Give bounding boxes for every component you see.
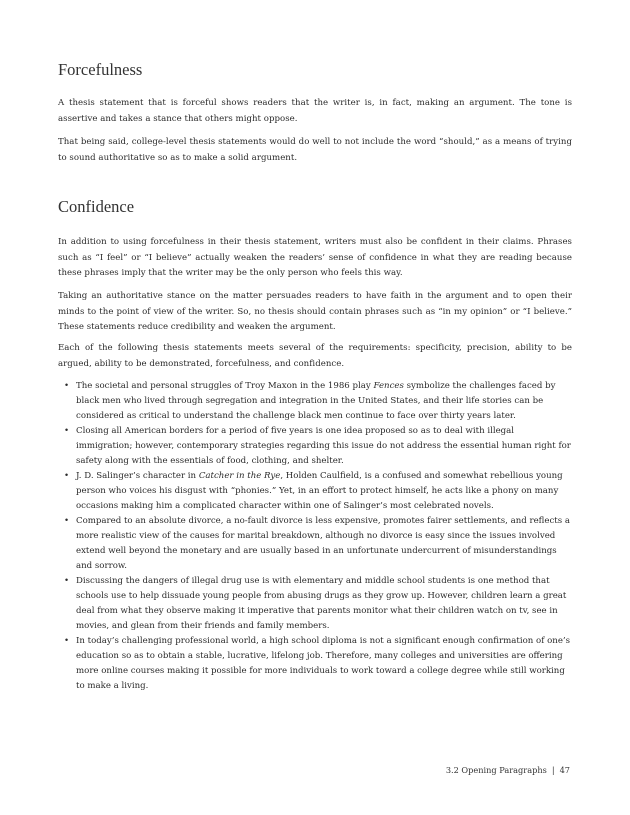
heading-confidence: Confidence xyxy=(58,197,135,216)
list-item-text: In today’s challenging professional world, a high school diploma is not a significant enough confirmation of one’s education so as to obtain a stable, lucrative, lifelong job. Therefore, many colleges and universities are offering more online courses making it possible for more individuals to work toward a college degree while still working to make a living. xyxy=(76,636,571,691)
list-item xyxy=(58,424,572,469)
paragraph-forcefulness-2: That being said, college-level thesis statements would do well to not include the word “should,” as a means of trying to sound authoritative so as to make a solid argument. xyxy=(58,137,572,163)
bullet-icon: • xyxy=(64,516,70,526)
page-footer xyxy=(446,765,570,775)
list-item xyxy=(58,634,572,694)
bullet-icon: • xyxy=(64,576,70,586)
list-item xyxy=(58,514,572,574)
bullet-icon: • xyxy=(64,381,70,391)
footer-section-title: 3.2 Opening Paragraphs xyxy=(445,765,547,775)
heading-forcefulness: Forcefulness xyxy=(58,60,143,79)
list-item xyxy=(58,574,572,634)
paragraph-confidence-3: Each of the following thesis statements meets several of the requirements: specificity, precision, ability to be argued, ability to be demonstrated, forcefulness, and confidence. xyxy=(58,343,572,369)
list-item-text: , Holden Caulfield, is a confused and somewhat rebellious young person who voices his disgust with “phonies.” Yet, in an effort to protect himself, he acts like a phony on many occasions making him a complicated character within one of Salinger’s most celebrated novels. xyxy=(76,471,563,511)
footer-separator: | xyxy=(551,765,555,775)
list-item-text: Compared to an absolute divorce, a no-fault divorce is less expensive, promotes fairer settlements, and reflects a more realistic view of the causes for marital breakdown, although no divorce is easy since the issues involved extend well beyond the monetary and are usually based in an unfortunate undercurrent of misunderstandings and sorrow. xyxy=(76,516,571,571)
bullet-icon: • xyxy=(64,636,70,646)
list-item-text: The societal and personal struggles of Troy Maxon in the 1986 play xyxy=(76,381,374,391)
bullet-icon: • xyxy=(64,471,70,481)
list-item-text: Closing all American borders for a period of five years is one idea proposed so as to deal with illegal immigration; however, contemporary strategies regarding this issue do not address the essential human right for safety along with the essentials of food, clothing, and shelter. xyxy=(76,426,571,466)
thesis-examples-list xyxy=(58,379,572,694)
list-item xyxy=(58,379,572,424)
list-item-text: J. D. Salinger’s character in xyxy=(76,471,199,481)
novel-title: Catcher in the Rye xyxy=(198,471,281,481)
paragraph-confidence-1: In addition to using forcefulness in their thesis statement, writers must also be confident in their claims. Phrases such as “I feel” or “I believe” actually weaken the readers’ sense of confidence in what they are reading because these phrases imply that the writer may be the only person who feels this way. xyxy=(58,237,572,278)
play-title: Fences xyxy=(373,381,404,391)
list-item xyxy=(58,469,572,514)
list-item-text: symbolize the challenges faced by black men who lived through segregation and integration in the United States, and their life stories can be considered as critical to understand the challenge black men continue to face over thirty years later. xyxy=(76,381,556,421)
paragraph-confidence-2: Taking an authoritative stance on the matter persuades readers to have faith in the argument and to open their minds to the point of view of the writer. So, no thesis should contain phrases such as “in my opinion” or “I believe.” These statements reduce credibility and weaken the argument. xyxy=(58,291,572,332)
bullet-icon: • xyxy=(64,426,70,436)
page-number: 47 xyxy=(559,765,570,775)
paragraph-forcefulness-1: A thesis statement that is forceful shows readers that the writer is, in fact, making an argument. The tone is assertive and takes a stance that others might oppose. xyxy=(58,98,572,124)
list-item-text: Discussing the dangers of illegal drug use is with elementary and middle school students is one method that schools use to help dissuade young people from abusing drugs as they grow up. However, children learn a great deal from what they observe making it imperative that parents monitor what their children watch on tv, see in movies, and glean from their friends and family members. xyxy=(76,576,567,631)
